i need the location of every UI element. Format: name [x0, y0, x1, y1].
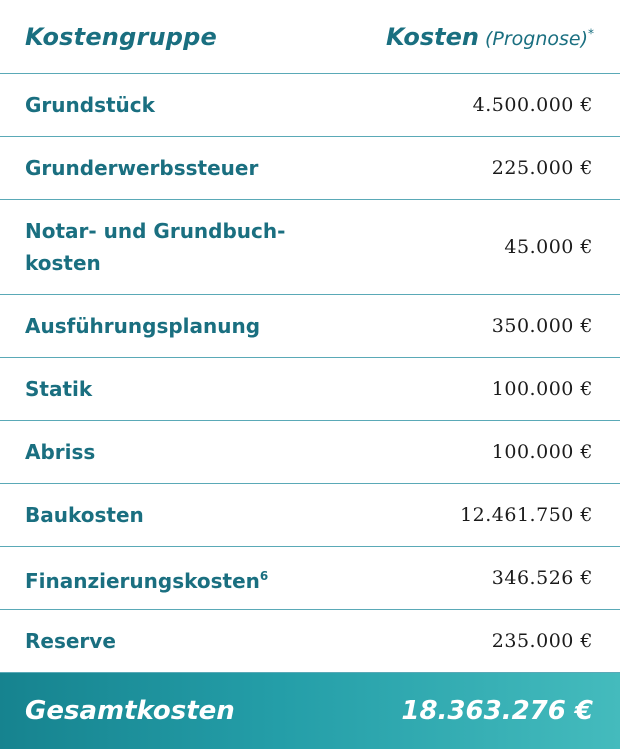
total-row — [0, 673, 620, 749]
table-row — [0, 74, 620, 137]
table-row — [0, 421, 620, 484]
header-cost-title: Kosten — [386, 22, 479, 51]
row-label-text: Finanzierungskosten — [25, 568, 260, 593]
table-row — [0, 547, 620, 610]
row-value: 12.461.750 € — [460, 504, 593, 526]
total-value: 18.363.276 € — [401, 696, 593, 726]
header-cost-sub-mark: * — [588, 26, 594, 41]
header-cost-sub — [485, 28, 594, 50]
row-label: Reserve — [25, 629, 116, 653]
row-value: 350.000 € — [491, 315, 593, 337]
total-label: Gesamtkosten — [25, 696, 235, 726]
table-row — [0, 200, 620, 295]
row-value: 4.500.000 € — [472, 94, 593, 116]
row-value: 225.000 € — [491, 157, 593, 179]
row-label: Grundstück — [25, 93, 155, 117]
table-row — [0, 295, 620, 358]
row-label: Grunderwerbssteuer — [25, 156, 259, 180]
row-label — [25, 560, 315, 597]
header-cost-sub-text: (Prognose) — [484, 27, 588, 50]
row-value: 235.000 € — [491, 630, 593, 652]
table-row — [0, 484, 620, 547]
row-value: 100.000 € — [491, 378, 593, 400]
row-label: Notar- und Grundbuch-kosten — [25, 219, 286, 275]
row-label: Baukosten — [25, 503, 144, 527]
row-value: 346.526 € — [491, 567, 593, 589]
table-row — [0, 358, 620, 421]
table-row — [0, 610, 620, 673]
row-label: Statik — [25, 377, 93, 401]
row-value: 45.000 € — [504, 236, 593, 258]
table-header — [0, 0, 620, 74]
table-row — [0, 137, 620, 200]
footnote-marker: 6 — [259, 568, 269, 583]
header-cost-label — [386, 23, 594, 51]
row-value: 100.000 € — [491, 441, 593, 463]
row-label: Ausführungsplanung — [25, 314, 261, 338]
row-label: Abriss — [25, 440, 96, 464]
header-group-label: Kostengruppe — [25, 22, 218, 51]
